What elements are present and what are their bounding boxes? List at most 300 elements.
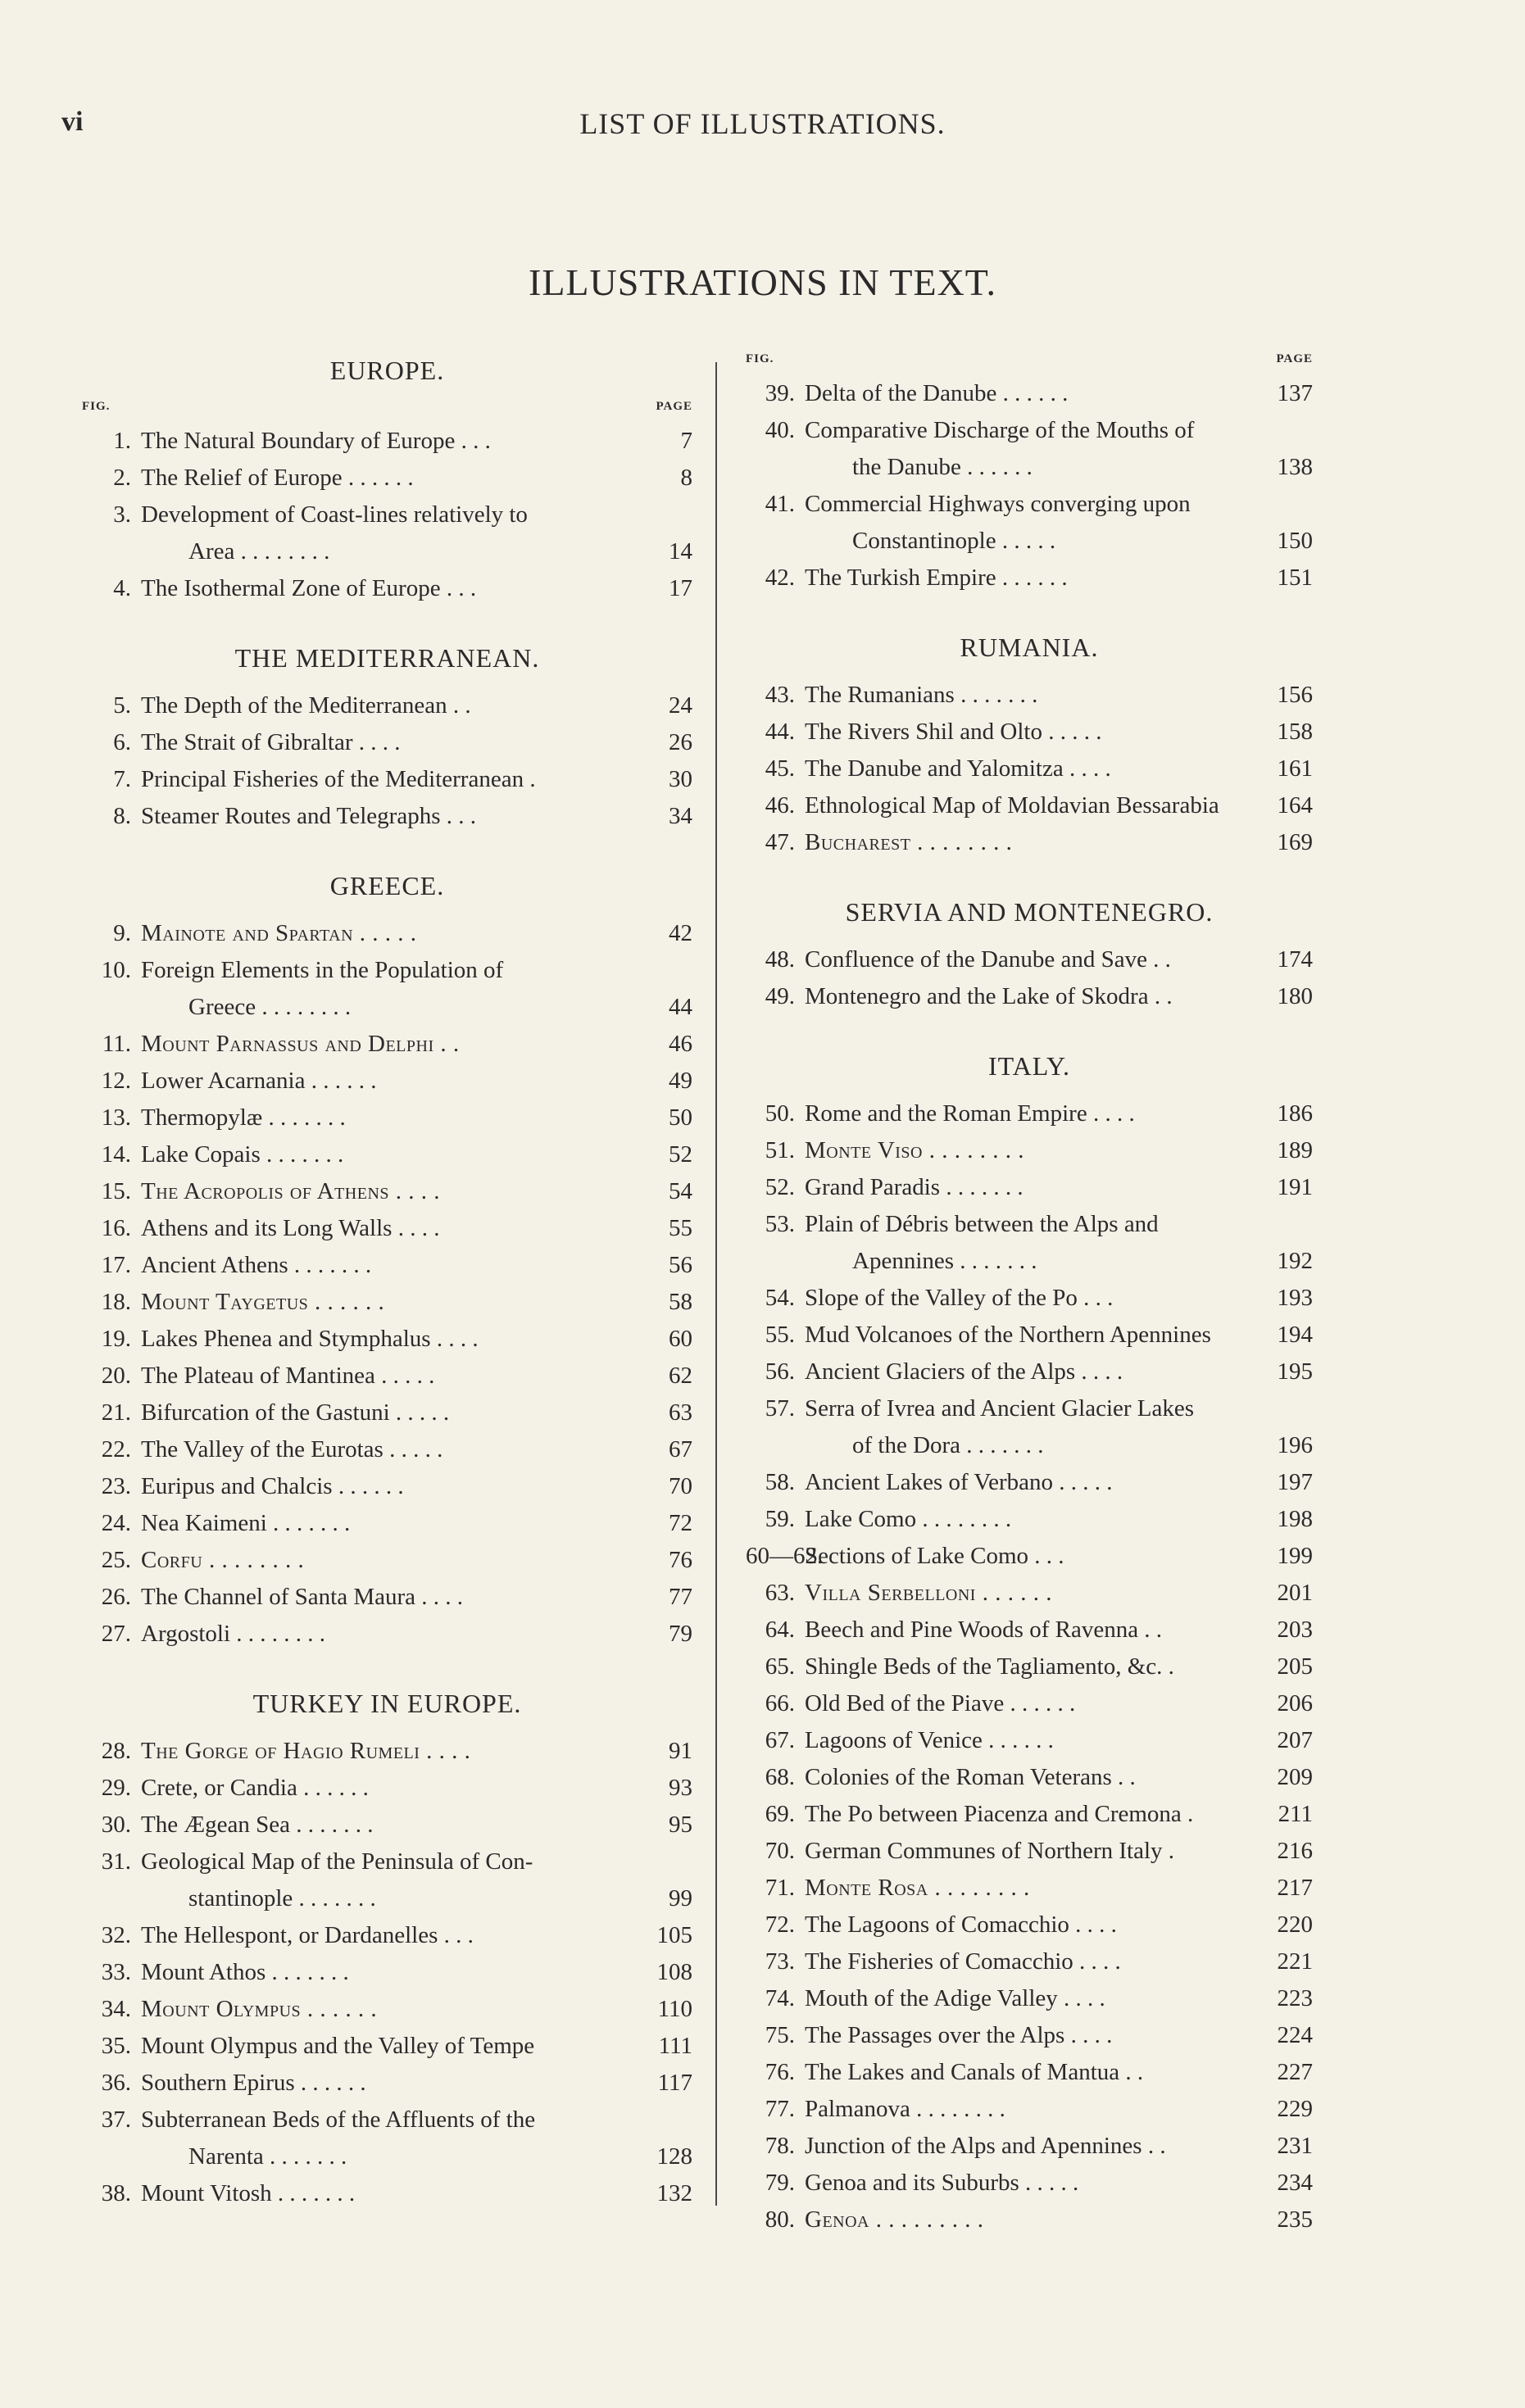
toc-entry	[746, 1317, 1313, 1354]
page-number: 34	[669, 803, 692, 829]
entry-line	[82, 989, 692, 1026]
entry-line	[82, 798, 692, 835]
entry-line	[746, 1206, 1313, 1243]
entry-title: The Fisheries of Comacchio . . . .	[805, 1948, 1121, 1975]
toc-entry	[746, 2054, 1313, 2091]
entry-line	[82, 460, 692, 497]
page-number: 189	[1277, 1137, 1313, 1163]
toc-entry	[82, 423, 692, 460]
entry-line	[746, 1980, 1313, 2017]
toc-entry	[746, 375, 1313, 412]
entry-title: of the Dora . . . . . . .	[852, 1432, 1044, 1458]
page-number: 95	[669, 1812, 692, 1838]
figure-number: 5.	[113, 692, 131, 719]
toc-entry	[82, 497, 692, 570]
entry-title: Montenegro and the Lake of Skodra . .	[805, 983, 1173, 1009]
toc-entry	[746, 1870, 1313, 1907]
toc-entry	[82, 1505, 692, 1542]
entry-title: The Rumanians . . . . . . .	[805, 682, 1038, 708]
entry-title: Mount Olympus and the Valley of Tempe	[141, 2033, 535, 2059]
page-number: 193	[1277, 1285, 1313, 1311]
page-number: 72	[669, 1510, 692, 1536]
figure-number: 19.	[101, 1326, 131, 1352]
figure-number: 24.	[101, 1510, 131, 1536]
entry-line	[746, 1538, 1313, 1575]
figure-number: 69.	[765, 1801, 795, 1827]
toc-entry	[746, 2165, 1313, 2202]
figure-number: 1.	[113, 428, 131, 454]
entry-title: Narenta . . . . . . .	[188, 2143, 347, 2170]
entry-line	[746, 523, 1313, 560]
entry-line	[82, 497, 692, 533]
entry-title: Colonies of the Roman Veterans . .	[805, 1764, 1136, 1790]
toc-entry	[746, 412, 1313, 486]
figure-number: 78.	[765, 2133, 795, 2159]
entry-line	[82, 1991, 692, 2028]
entry-title: The Natural Boundary of Europe . . .	[141, 428, 491, 454]
entry-line	[82, 1917, 692, 1954]
entry-title: Greece . . . . . . . .	[188, 994, 352, 1020]
entry-title: Bifurcation of the Gastuni . . . . .	[141, 1399, 450, 1426]
entry-line	[746, 677, 1313, 714]
toc-entry	[82, 798, 692, 835]
toc-entry	[746, 787, 1313, 824]
page-number: 216	[1277, 1838, 1313, 1864]
figure-number: 2.	[113, 465, 131, 491]
toc-entry	[746, 751, 1313, 787]
entry-title: Southern Epirus . . . . . .	[141, 2070, 366, 2096]
entry-title: Sections of Lake Como . . .	[805, 1543, 1064, 1569]
toc-entry	[746, 714, 1313, 751]
page-number: 194	[1277, 1322, 1313, 1348]
figure-number: 70.	[765, 1838, 795, 1864]
figure-number: 42.	[765, 565, 795, 591]
page-number: 50	[669, 1104, 692, 1131]
entry-title: Mount Taygetus . . . . . .	[141, 1289, 385, 1315]
entry-line	[82, 1880, 692, 1917]
entry-title: Junction of the Alps and Apennines . .	[805, 2133, 1166, 2159]
figure-number: 23.	[101, 1473, 131, 1499]
page-number: 186	[1277, 1100, 1313, 1127]
page-number: 209	[1277, 1764, 1313, 1790]
page-label: PAGE	[656, 400, 692, 413]
toc-entry	[82, 761, 692, 798]
toc-entry	[746, 2091, 1313, 2128]
page-number: 197	[1277, 1469, 1313, 1495]
entry-line	[746, 1648, 1313, 1685]
entry-line	[746, 1427, 1313, 1464]
toc-entry	[746, 1722, 1313, 1759]
page-number: 76	[669, 1547, 692, 1573]
entry-line	[82, 1954, 692, 1991]
page-number: 158	[1277, 719, 1313, 745]
page-number: 110	[657, 1996, 692, 2022]
page-number: 77	[669, 1584, 692, 1610]
figure-number: 58.	[765, 1469, 795, 1495]
toc-entry	[82, 1807, 692, 1843]
entry-title: Monte Viso . . . . . . . .	[805, 1137, 1025, 1163]
figure-number: 48.	[765, 946, 795, 973]
toc-entry	[82, 1733, 692, 1770]
page-number: 201	[1277, 1580, 1313, 1606]
figure-number: 28.	[101, 1738, 131, 1764]
page-number: 224	[1277, 2022, 1313, 2048]
toc-entry	[82, 2102, 692, 2175]
entry-title: The Gorge of Hagio Rumeli . . . .	[141, 1738, 471, 1764]
column-header	[82, 400, 692, 419]
entry-title: Palmanova . . . . . . . .	[805, 2096, 1005, 2122]
entry-line	[82, 1210, 692, 1247]
entry-line	[746, 978, 1313, 1015]
figure-number: 18.	[101, 1289, 131, 1315]
page-number: 63	[669, 1399, 692, 1426]
entry-title: The Valley of the Eurotas . . . . .	[141, 1436, 443, 1462]
entry-line	[82, 1247, 692, 1284]
figure-number: 9.	[113, 920, 131, 946]
entry-title: Corfu . . . . . . . .	[141, 1547, 305, 1573]
figure-number: 32.	[101, 1922, 131, 1948]
figure-number: 41.	[765, 491, 795, 517]
toc-section	[746, 1048, 1313, 2238]
figure-number: 54.	[765, 1285, 795, 1311]
toc-entry	[746, 1685, 1313, 1722]
toc-entry	[82, 1210, 692, 1247]
figure-number: 73.	[765, 1948, 795, 1975]
figure-number: 13.	[101, 1104, 131, 1131]
entry-line	[82, 1063, 692, 1100]
page-number: 49	[669, 1068, 692, 1094]
figure-number: 40.	[765, 417, 795, 443]
entry-line	[82, 1770, 692, 1807]
entry-title: The Isothermal Zone of Europe . . .	[141, 575, 477, 601]
page-number: 169	[1277, 829, 1313, 855]
page-number: 105	[656, 1922, 692, 1948]
page-number: 164	[1277, 792, 1313, 819]
figure-number: 11.	[102, 1031, 131, 1057]
entry-line	[82, 952, 692, 989]
figure-number: 34.	[101, 1996, 131, 2022]
entry-line	[82, 687, 692, 724]
entry-title: Athens and its Long Walls . . . .	[141, 1215, 440, 1241]
figure-number: 22.	[101, 1436, 131, 1462]
page-number: 26	[669, 729, 692, 755]
entry-line	[82, 1284, 692, 1321]
page-number: 138	[1277, 454, 1313, 480]
toc-entry	[746, 1390, 1313, 1464]
section-heading: RUMANIA.	[960, 633, 1099, 662]
left-column	[82, 352, 692, 2245]
page-number: 67	[669, 1436, 692, 1462]
entry-title: Euripus and Chalcis . . . . . .	[141, 1473, 404, 1499]
toc-entry	[746, 1354, 1313, 1390]
figure-number: 27.	[101, 1621, 131, 1647]
toc-entry	[746, 1132, 1313, 1169]
toc-entry	[746, 1280, 1313, 1317]
toc-entry	[82, 1468, 692, 1505]
figure-number: 77.	[765, 2096, 795, 2122]
entry-line	[746, 1169, 1313, 1206]
toc-entry	[82, 952, 692, 1026]
entry-title: Ethnological Map of Moldavian Bessarabia	[805, 792, 1219, 819]
toc-entry	[82, 1843, 692, 1917]
toc-entry	[82, 2065, 692, 2102]
column-divider	[715, 362, 717, 2206]
page-number: 192	[1277, 1248, 1313, 1274]
entry-line	[82, 1542, 692, 1579]
figure-number: 25.	[101, 1547, 131, 1573]
toc-entry	[82, 1431, 692, 1468]
figure-number: 50.	[765, 1100, 795, 1127]
entry-title: Bucharest . . . . . . . .	[805, 829, 1013, 855]
page-title: ILLUSTRATIONS IN TEXT.	[529, 261, 996, 303]
page-number: 111	[658, 2033, 692, 2059]
entry-line	[82, 1026, 692, 1063]
entry-line	[746, 787, 1313, 824]
entry-line	[746, 1907, 1313, 1943]
toc-entry	[746, 1538, 1313, 1575]
entry-line	[82, 1321, 692, 1358]
figure-number: 20.	[101, 1363, 131, 1389]
figure-number: 12.	[101, 1068, 131, 1094]
entry-title: The Lakes and Canals of Mantua . .	[805, 2059, 1144, 2085]
entry-title: The Rivers Shil and Olto . . . . .	[805, 719, 1102, 745]
toc-entry	[746, 1648, 1313, 1685]
entry-title: The Channel of Santa Maura . . . .	[141, 1584, 464, 1610]
entry-title: Ancient Lakes of Verbano . . . . .	[805, 1469, 1113, 1495]
entry-line	[82, 1431, 692, 1468]
page-number: 195	[1277, 1358, 1313, 1385]
entry-title: Slope of the Valley of the Po . . .	[805, 1285, 1114, 1311]
entry-title: The Turkish Empire . . . . . .	[805, 565, 1068, 591]
page-number: 93	[669, 1775, 692, 1801]
entry-title: Serra of Ivrea and Ancient Glacier Lakes	[805, 1395, 1195, 1422]
toc-entry	[82, 1026, 692, 1063]
entry-title: Thermopylæ . . . . . . .	[141, 1104, 346, 1131]
entry-line	[746, 412, 1313, 449]
page-number: 44	[669, 994, 692, 1020]
page-number: 60	[669, 1326, 692, 1352]
entry-title: Genoa . . . . . . . . .	[805, 2206, 984, 2233]
entry-title: Mud Volcanoes of the Northern Apennines	[805, 1322, 1211, 1348]
entry-title: Lagoons of Venice . . . . . .	[805, 1727, 1054, 1753]
toc-entry	[82, 1100, 692, 1136]
figure-number: 80.	[765, 2206, 795, 2233]
toc-entry	[82, 1579, 692, 1616]
entry-title: Apennines . . . . . . .	[852, 1248, 1037, 1274]
entry-title: Confluence of the Danube and Save . .	[805, 946, 1171, 973]
toc-entry	[746, 941, 1313, 978]
figure-number: 37.	[101, 2106, 131, 2133]
entry-line	[82, 1505, 692, 1542]
page-number: 62	[669, 1363, 692, 1389]
figure-number: 45.	[765, 755, 795, 782]
page-number: 56	[669, 1252, 692, 1278]
entry-line	[82, 2175, 692, 2212]
page-number: 151	[1277, 565, 1313, 591]
entry-title: Rome and the Roman Empire . . . .	[805, 1100, 1135, 1127]
figure-number: 56.	[765, 1358, 795, 1385]
entry-title: Steamer Routes and Telegraphs . . .	[141, 803, 476, 829]
entry-title: Mouth of the Adige Valley . . . .	[805, 1985, 1105, 2011]
figure-number: 76.	[765, 2059, 795, 2085]
fig-label: FIG.	[82, 400, 111, 413]
toc-entry	[746, 1612, 1313, 1648]
page-number: 229	[1277, 2096, 1313, 2122]
toc-entry	[746, 978, 1313, 1015]
entry-title: Comparative Discharge of the Mouths of	[805, 417, 1195, 443]
page-number: 206	[1277, 1690, 1313, 1716]
figure-number: 10.	[101, 957, 131, 983]
toc-entry	[82, 1394, 692, 1431]
figure-number: 36.	[101, 2070, 131, 2096]
figure-number: 35.	[101, 2033, 131, 2059]
page-number: 79	[669, 1621, 692, 1647]
entry-title: Grand Paradis . . . . . . .	[805, 1174, 1023, 1200]
section-heading: TURKEY IN EUROPE.	[252, 1689, 522, 1718]
entry-title: Beech and Pine Woods of Ravenna . .	[805, 1617, 1163, 1643]
toc-entry	[82, 1954, 692, 1991]
entry-line	[82, 1394, 692, 1431]
figure-number: 3.	[113, 501, 131, 528]
right-column	[746, 352, 1313, 2271]
toc-entry	[746, 2128, 1313, 2165]
figure-number: 63.	[765, 1580, 795, 1606]
figure-number: 17.	[101, 1252, 131, 1278]
toc-entry	[82, 1321, 692, 1358]
page-number: 58	[669, 1289, 692, 1315]
page-folio: vi	[61, 107, 84, 137]
figure-number: 65.	[765, 1653, 795, 1680]
entry-line	[746, 1280, 1313, 1317]
entry-line	[82, 724, 692, 761]
figure-number: 75.	[765, 2022, 795, 2048]
figure-number: 31.	[101, 1848, 131, 1875]
toc-entry	[746, 677, 1313, 714]
entry-line	[746, 1132, 1313, 1169]
entry-line	[746, 486, 1313, 523]
page-number: 198	[1277, 1506, 1313, 1532]
entry-line	[82, 2028, 692, 2065]
entry-line	[82, 1616, 692, 1653]
toc-entry	[82, 1173, 692, 1210]
figure-number: 6.	[113, 729, 131, 755]
entry-title: The Plateau of Mantinea . . . . .	[141, 1363, 435, 1389]
section-heading: ITALY.	[987, 1051, 1071, 1081]
entry-line	[82, 1579, 692, 1616]
figure-number: 68.	[765, 1764, 795, 1790]
entry-title: Shingle Beds of the Tagliamento, &c. .	[805, 1653, 1174, 1680]
entry-title: Crete, or Candia . . . . . .	[141, 1775, 369, 1801]
toc-entry	[746, 560, 1313, 596]
page-number: 174	[1277, 946, 1313, 973]
toc-entry	[746, 2202, 1313, 2238]
section-heading: SERVIA AND MONTENEGRO.	[845, 897, 1214, 927]
figure-number: 71.	[765, 1875, 795, 1901]
page-number: 220	[1277, 1911, 1313, 1938]
section-heading: EUROPE.	[329, 356, 445, 385]
figure-number: 64.	[765, 1617, 795, 1643]
figure-number: 14.	[101, 1141, 131, 1168]
entry-line	[746, 375, 1313, 412]
entry-line	[82, 570, 692, 607]
page-number: 223	[1277, 1985, 1313, 2011]
entry-title: The Danube and Yalomitza . . . .	[805, 755, 1111, 782]
page-number: 99	[669, 1885, 692, 1911]
figure-number: 55.	[765, 1322, 795, 1348]
entry-title: Lake Como . . . . . . . .	[805, 1506, 1012, 1532]
entry-title: The Lagoons of Comacchio . . . .	[805, 1911, 1117, 1938]
page-number: 227	[1277, 2059, 1313, 2085]
toc-entry	[82, 2028, 692, 2065]
entry-line	[746, 1354, 1313, 1390]
figure-number: 59.	[765, 1506, 795, 1532]
entry-title: Ancient Athens . . . . . . .	[141, 1252, 372, 1278]
entry-title: Lakes Phenea and Stymphalus . . . .	[141, 1326, 479, 1352]
toc-entry	[746, 1980, 1313, 2017]
page-number: 24	[669, 692, 692, 719]
entry-line	[746, 1390, 1313, 1427]
toc-entry	[82, 1542, 692, 1579]
entry-line	[746, 1575, 1313, 1612]
entry-title: Mount Parnassus and Delphi . .	[141, 1031, 460, 1057]
toc-entry	[746, 1169, 1313, 1206]
entry-title: Lower Acarnania . . . . . .	[141, 1068, 377, 1094]
figure-number: 39.	[765, 380, 795, 406]
entry-line	[82, 1136, 692, 1173]
page-number: 8	[680, 465, 692, 491]
toc-entry	[82, 687, 692, 724]
entry-line	[82, 1173, 692, 1210]
entry-title: Ancient Glaciers of the Alps . . . .	[805, 1358, 1123, 1385]
entry-line	[746, 941, 1313, 978]
toc-section	[82, 1685, 692, 2212]
figure-number: 67.	[765, 1727, 795, 1753]
entry-line	[746, 1796, 1313, 1833]
entry-line	[82, 1100, 692, 1136]
page-number: 54	[669, 1178, 692, 1204]
page-number: 137	[1277, 380, 1313, 406]
entry-line	[82, 761, 692, 798]
toc-entry	[82, 2175, 692, 2212]
toc-entry	[746, 1943, 1313, 1980]
page-number: 205	[1277, 1653, 1313, 1680]
entry-line	[746, 2202, 1313, 2238]
entry-line	[746, 824, 1313, 861]
figure-number: 74.	[765, 1985, 795, 2011]
toc-entry	[746, 2017, 1313, 2054]
entry-title: Principal Fisheries of the Mediterranean .	[141, 766, 536, 792]
page-number: 46	[669, 1031, 692, 1057]
figure-number: 72.	[765, 1911, 795, 1938]
toc-entry	[746, 1907, 1313, 1943]
toc-section	[746, 352, 1313, 596]
page-number: 161	[1277, 755, 1313, 782]
figure-number: 44.	[765, 719, 795, 745]
entry-title: The Acropolis of Athens . . . .	[141, 1178, 441, 1204]
entry-title: The Relief of Europe . . . . . .	[141, 465, 414, 491]
page-number: 217	[1277, 1875, 1313, 1901]
figure-number: 79.	[765, 2170, 795, 2196]
page-number: 211	[1278, 1801, 1313, 1827]
entry-line	[82, 915, 692, 952]
entry-line	[746, 751, 1313, 787]
page-number: 30	[669, 766, 692, 792]
section-heading: THE MEDITERRANEAN.	[234, 643, 540, 673]
page-number: 199	[1277, 1543, 1313, 1569]
page-number: 156	[1277, 682, 1313, 708]
page-number: 191	[1277, 1174, 1313, 1200]
entry-title: Genoa and its Suburbs . . . . .	[805, 2170, 1079, 2196]
